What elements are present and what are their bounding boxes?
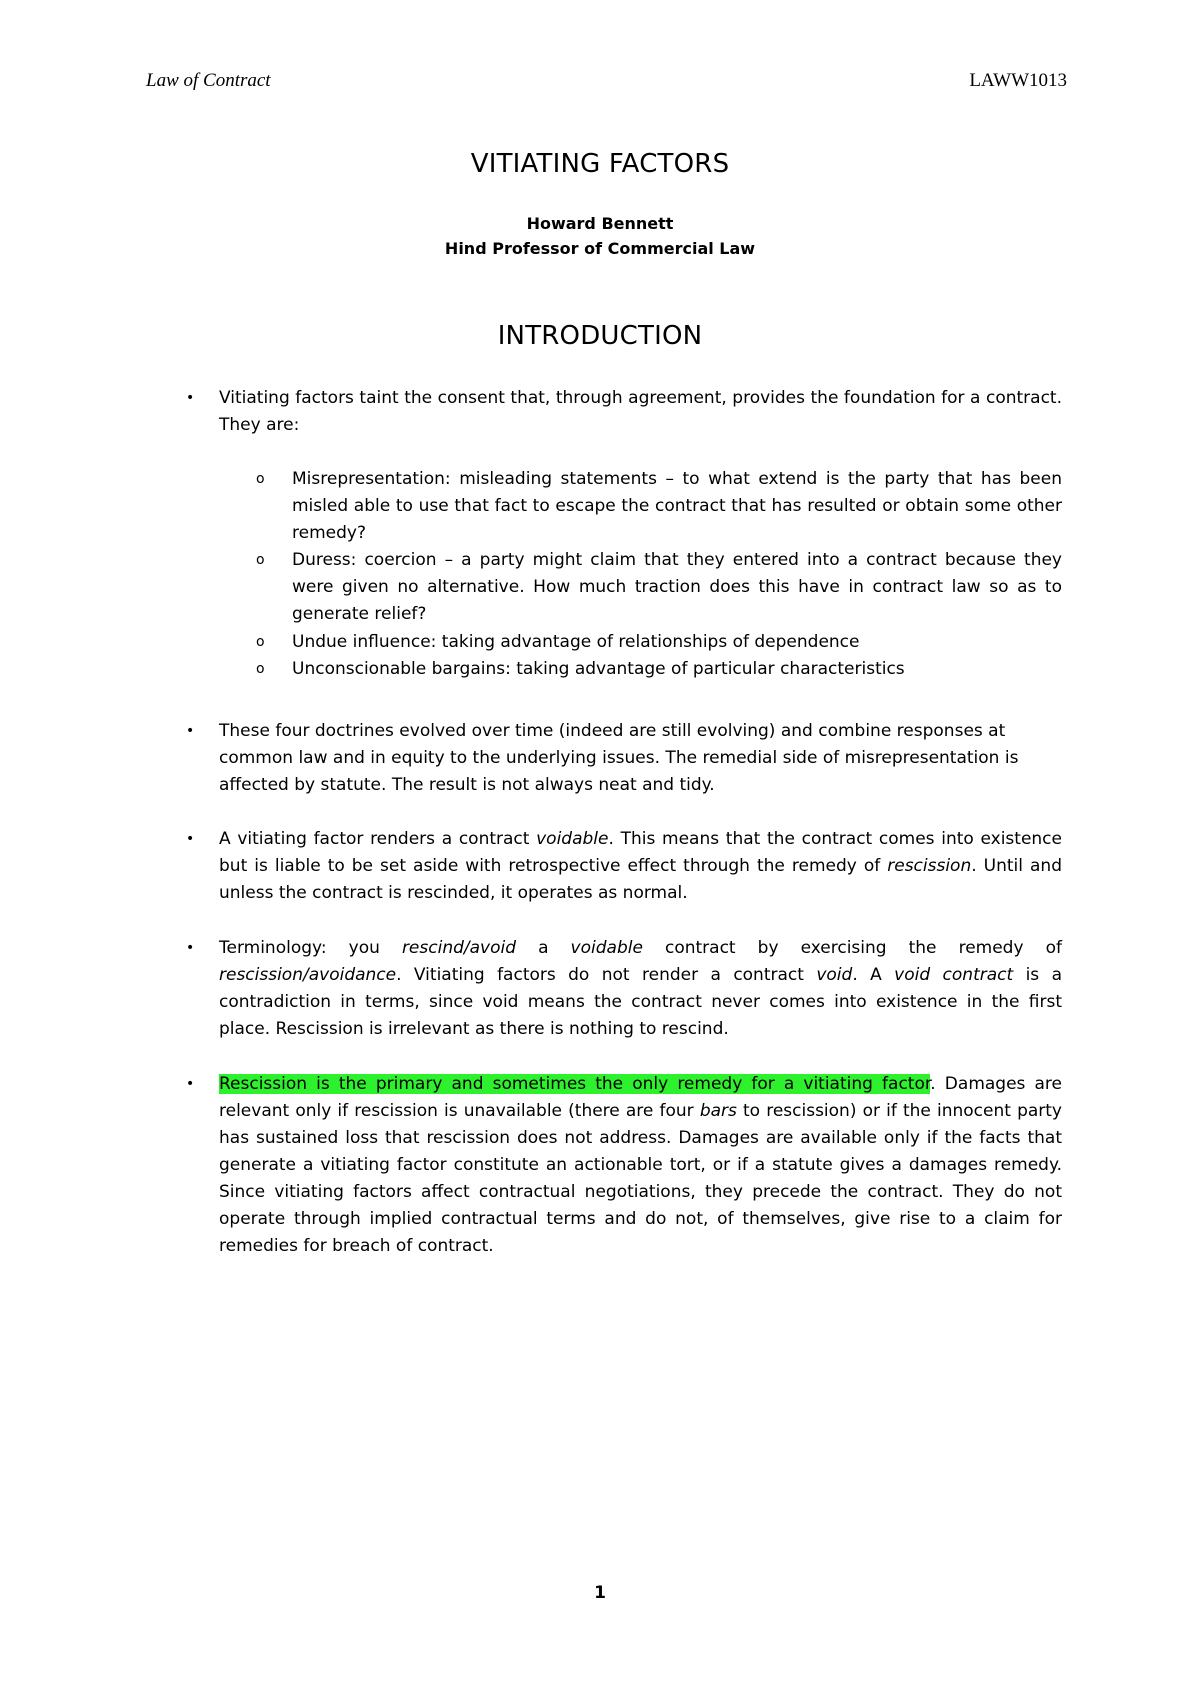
author-name: Howard Bennett bbox=[526, 214, 674, 233]
page-number: 1 bbox=[594, 1583, 606, 1603]
bullet-marker: • bbox=[186, 723, 195, 739]
bullet-marker: • bbox=[186, 940, 195, 956]
header-course-code: LAWW1013 bbox=[969, 70, 1067, 91]
sub-bullet-marker: o bbox=[256, 634, 265, 650]
sub-item-duress: Duress: coercion – a party might claim that they entered into a contract because they were given no alternative. How much traction does this have in contract law so as to generate relief? bbox=[292, 550, 1062, 624]
section-heading: INTRODUCTION bbox=[497, 321, 703, 351]
bullet-paragraph-4: Terminology: you rescind/avoid a voidable contract by exercising the remedy of rescission/avoidance. Vitiating factors do not render a contract void. A void contract is a contradiction in terms, since void means the contract never comes into existence in the first place. Rescission is irrelevant as there is nothing to rescind. bbox=[219, 938, 1062, 1039]
sub-item-misrepresentation: Misrepresentation: misleading statements – to what extend is the party that has been misled able to use that fact to escape the contract that has resulted or obtain some other remedy? bbox=[292, 469, 1062, 543]
sub-item-undue-influence: Undue influence: taking advantage of relationships of dependence bbox=[292, 632, 860, 652]
document-title: VITIATING FACTORS bbox=[470, 149, 730, 179]
bullet-paragraph-1: Vitiating factors taint the consent that, through agreement, provides the foundation for a contract. They are: bbox=[219, 388, 1062, 435]
sub-bullet-marker: o bbox=[256, 552, 265, 568]
author-position: Hind Professor of Commercial Law bbox=[444, 239, 756, 258]
bullet-paragraph-2: These four doctrines evolved over time (indeed are still evolving) and combine responses at common law and in equity to the underlying issues. The remedial side of misrepresentation is affected by statute. The result is not always neat and tidy. bbox=[219, 721, 1019, 795]
bullet-paragraph-3: A vitiating factor renders a contract voidable. This means that the contract comes into existence but is liable to be set aside with retrospective effect through the remedy of rescission. Until and unless the contract is rescinded, it operates as normal. bbox=[219, 829, 1062, 903]
bullet-marker: • bbox=[186, 1076, 195, 1092]
header-course-name: Law of Contract bbox=[146, 70, 271, 91]
bullet-marker: • bbox=[186, 390, 195, 406]
bullet-marker: • bbox=[186, 831, 195, 847]
bullet-paragraph-5: Rescission is the primary and sometimes the only remedy for a vitiating factor. Damages are relevant only if rescission is unavailable (there are four bars to rescission) or if the innocent party has sustained loss that rescission does not address. Damages are available only if the facts that generate a vitiating factor constitute an actionable tort, or if a statute gives a damages remedy. Since vitiating factors affect contractual negotiations, they precede the contract. They do not operate through implied contractual terms and do not, of themselves, give rise to a claim for remedies for breach of contract. bbox=[219, 1074, 1063, 1256]
highlighted-text: Rescission is the primary and sometimes the only remedy for a vitiating factor bbox=[219, 1074, 931, 1094]
sub-item-unconscionable-bargains: Unconscionable bargains: taking advantage of particular characteristics bbox=[292, 659, 905, 679]
sub-bullet-marker: o bbox=[256, 661, 265, 677]
sub-bullet-marker: o bbox=[256, 471, 265, 487]
